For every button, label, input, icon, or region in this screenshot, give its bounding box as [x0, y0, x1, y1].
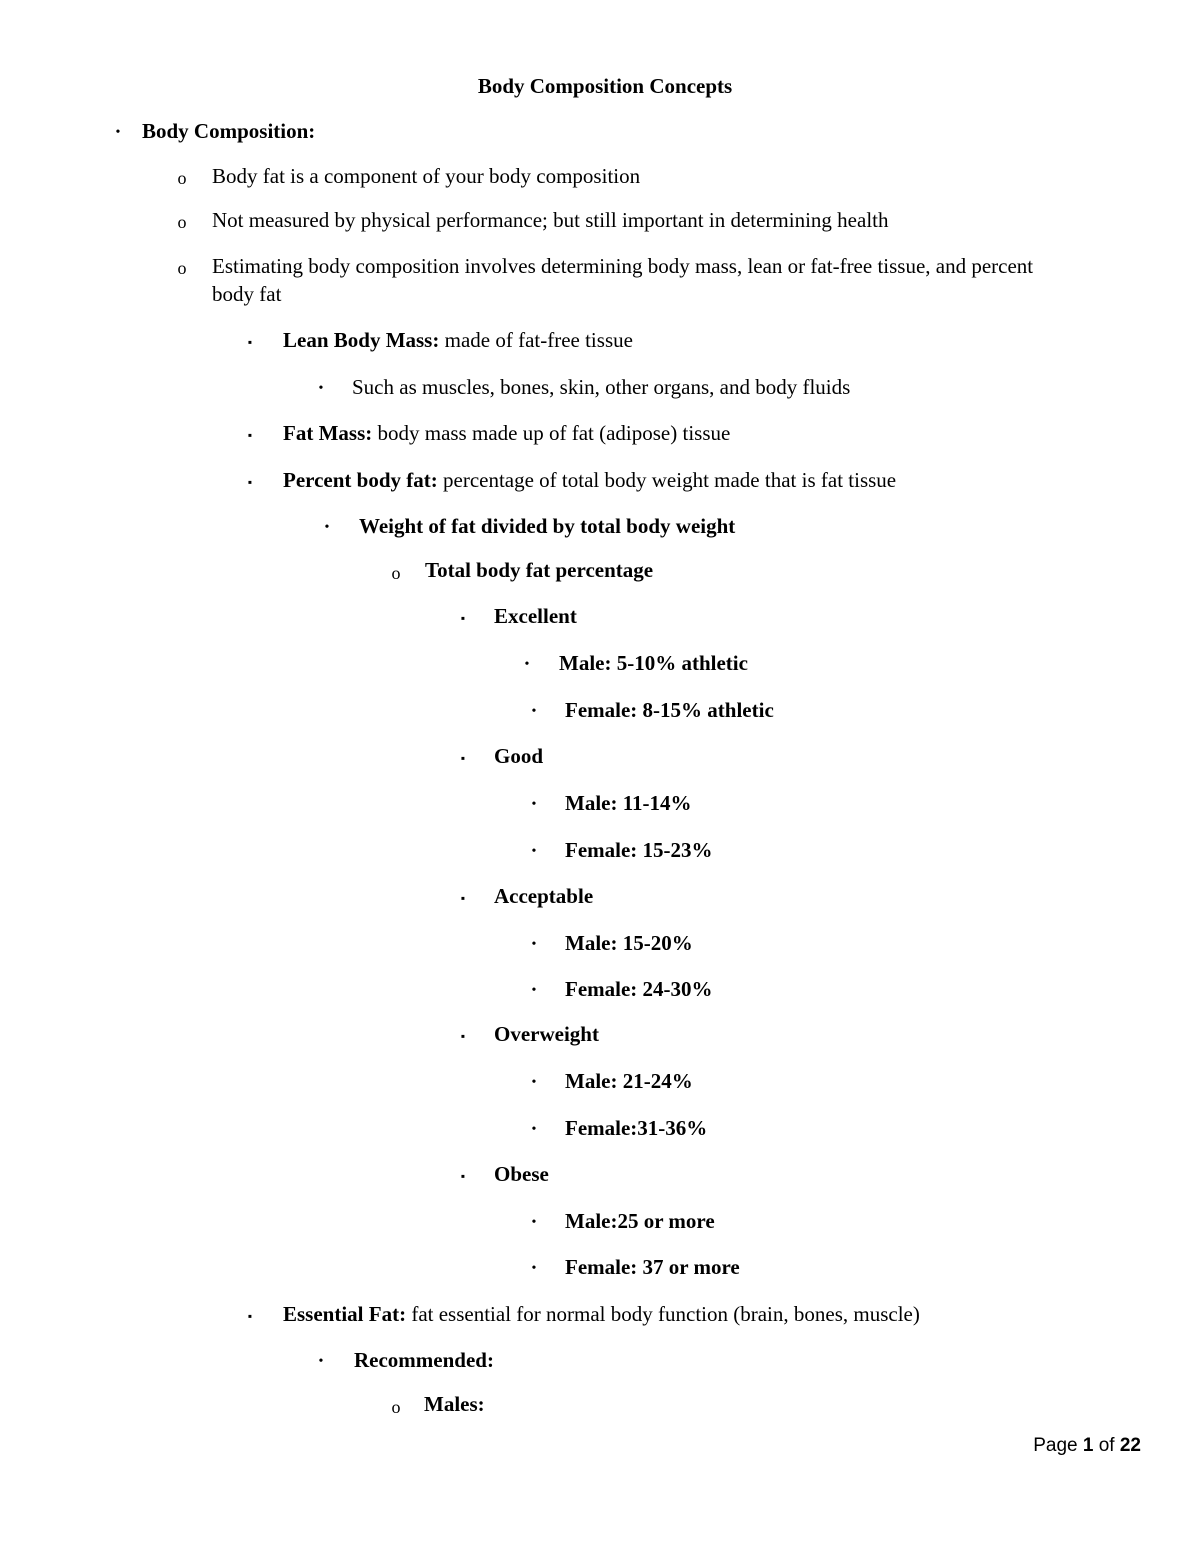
definition-essential-fat: Essential Fat: fat essential for normal body function (brain, bones, muscle) [283, 1302, 920, 1326]
bullet-o: o [177, 258, 187, 278]
bullet-o: o [391, 563, 401, 583]
category-male-range: Male: 5-10% athletic [559, 651, 748, 675]
bullet-square: ▪ [460, 891, 466, 905]
bullet-dot: • [531, 983, 537, 998]
category-male-range: Male: 15-20% [565, 931, 693, 955]
bullet-dot: • [531, 937, 537, 952]
bullet-square: ▪ [460, 1029, 466, 1043]
definition-lean-body-mass: Lean Body Mass: made of fat-free tissue [283, 328, 633, 352]
bullet-o: o [177, 168, 187, 188]
bullet-square: ▪ [247, 1309, 253, 1323]
definition-fat-mass: Fat Mass: body mass made up of fat (adipose) tissue [283, 421, 731, 445]
bullet-square: ▪ [460, 1169, 466, 1183]
bullet-square: ▪ [247, 428, 253, 442]
category-acceptable: Acceptable [494, 884, 594, 908]
bullet-dot: • [318, 381, 324, 396]
category-female-range: Female: 15-23% [565, 838, 713, 862]
list-item: Body fat is a component of your body composition [212, 164, 641, 188]
category-obese: Obese [494, 1162, 549, 1186]
bullet-dot: • [531, 1122, 537, 1137]
bullet-dot: • [531, 1215, 537, 1230]
bullet-o: o [391, 1397, 401, 1417]
list-item: Total body fat percentage [425, 558, 654, 582]
list-item: Such as muscles, bones, skin, other organs, and body fluids [352, 375, 851, 399]
recommended-heading: Recommended: [354, 1348, 494, 1372]
bullet-dot: • [531, 844, 537, 859]
list-item: Not measured by physical performance; but still important in determining health [212, 208, 889, 232]
bullet-square: ▪ [247, 475, 253, 489]
page-footer: Page 1 of 22 [1033, 1435, 1141, 1456]
bullet-dot: • [531, 1261, 537, 1276]
bullet-square: ▪ [247, 335, 253, 349]
list-item: Weight of fat divided by total body weight [359, 514, 736, 538]
category-female-range: Female:31-36% [565, 1116, 708, 1140]
category-female-range: Female: 24-30% [565, 977, 713, 1001]
definition-percent-body-fat: Percent body fat: percentage of total body weight made that is fat tissue [283, 468, 897, 492]
bullet-dot: • [324, 520, 330, 535]
category-male-range: Male:25 or more [565, 1209, 715, 1233]
category-overweight: Overweight [494, 1022, 599, 1046]
bullet-o: o [177, 212, 187, 232]
bullet-dot: • [531, 704, 537, 719]
category-male-range: Male: 11-14% [565, 791, 692, 815]
bullet-dot: • [531, 797, 537, 812]
bullet-dot: • [531, 1075, 537, 1090]
bullet-dot: • [524, 657, 530, 672]
bullet-square: ▪ [460, 751, 466, 765]
section-heading: Body Composition: [142, 119, 316, 143]
category-male-range: Male: 21-24% [565, 1069, 693, 1093]
page-title: Body Composition Concepts [477, 74, 733, 98]
category-good: Good [494, 744, 544, 768]
category-excellent: Excellent [494, 604, 577, 628]
category-female-range: Female: 37 or more [565, 1255, 740, 1279]
bullet-dot: • [318, 1354, 324, 1369]
bullet-dot: • [115, 125, 121, 140]
males-heading: Males: [424, 1392, 485, 1416]
bullet-square: ▪ [460, 611, 466, 625]
list-item: Estimating body composition involves determining body mass, lean or fat-free tissue, and percent body fat [212, 254, 1034, 306]
category-female-range: Female: 8-15% athletic [565, 698, 774, 722]
